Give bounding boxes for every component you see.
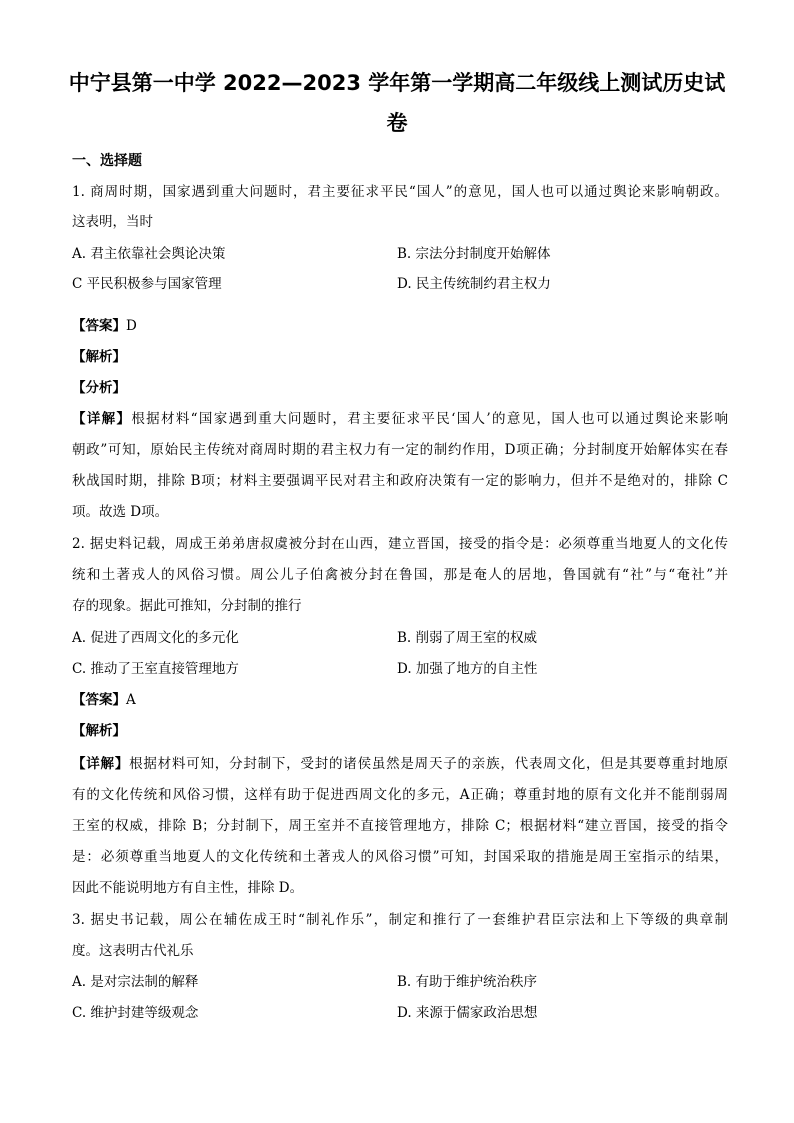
answer-value: D <box>126 318 137 334</box>
q1-stem-line1: 1. 商周时期，国家遇到重大问题时，君主要征求平民“国人”的意见，国人也可以通过舆论来影响朝政。 <box>72 184 728 200</box>
answer-tag: 【答案】 <box>72 692 126 708</box>
q2-stem-line3: 存的现象。据此可推知，分封制的推行 <box>72 598 302 614</box>
q2-detail-line2: 有的文化传统和风俗习惯，这样有助于促进西周文化的多元，A正确；尊重封地的原有文化并不能削弱周 <box>72 787 728 803</box>
q2-option-d: D. 加强了地方的自主性 <box>397 661 538 677</box>
q3-option-c: C. 维护封建等级观念 <box>72 1005 199 1021</box>
q3-stem-line1: 3. 据史书记载，周公在辅佐成王时“制礼作乐”，制定和推行了一套维护君臣宗法和上下等级的典章制 <box>72 912 728 928</box>
q1-detail-line4: 项。故选 D项。 <box>72 504 169 520</box>
detail-text: 根据材料可知，分封制下，受封的诸侯虽然是周天子的亲族，代表周文化，但是其要尊重封地原 <box>129 756 729 772</box>
q3-option-d: D. 来源于儒家政治思想 <box>397 1005 538 1021</box>
q2-detail-line5: 因此不能说明地方有自主性，排除 D。 <box>72 880 304 896</box>
q2-stem-line1: 2. 据史料记载，周成王弟弟唐叔虞被分封在山西，建立晋国，接受的指令是：必须尊重当地夏人的文化传 <box>72 536 728 552</box>
detail-tag: 【详解】 <box>72 411 132 427</box>
exam-title-line2: 卷 <box>386 111 408 135</box>
answer-tag: 【答案】 <box>72 318 126 334</box>
q2-detail-line4: 是：必须尊重当地夏人的文化传统和土著戎人的风俗习惯”可知，封国采取的措施是周王室指示的结果， <box>72 849 728 865</box>
q1-option-a: A. 君主依靠社会舆论决策 <box>72 246 226 262</box>
q3-option-a: A. 是对宗法制的解释 <box>72 974 199 990</box>
detail-tag: 【详解】 <box>72 756 130 772</box>
exam-title-line1: 中宁县第一中学 2022—2023 学年第一学期高二年级线上测试历史试 <box>68 71 726 95</box>
q3-stem-line2: 度。这表明古代礼乐 <box>72 943 194 959</box>
q3-option-b: B. 有助于维护统治秩序 <box>397 974 538 990</box>
q2-stem-line2: 统和土著戎人的风俗习惯。周公儿子伯禽被分封在鲁国，那是奄人的居地，鲁国就有“社”与“奄社”并 <box>72 567 728 583</box>
q1-answer <box>72 317 137 335</box>
q2-answer <box>72 691 136 709</box>
q1-option-c: C 平民积极参与国家管理 <box>72 276 222 292</box>
q2-option-b: B. 削弱了周王室的权威 <box>397 630 538 646</box>
q1-stem-line2: 这表明，当时 <box>72 214 153 230</box>
q1-detail-line2: 朝政”可知，原始民主传统对商周时期的君主权力有一定的制约作用，D项正确；分封制度开始解体实在春 <box>72 442 728 458</box>
q1-jiexi-tag <box>72 348 126 366</box>
q2-detail-line1 <box>72 755 728 773</box>
jiexi-label: 【解析】 <box>72 723 126 739</box>
q2-detail-line3: 王室的权威，排除 B；分封制下，周王室并不直接管理地方，排除 C；根据材料“建立晋国，接受的指令 <box>72 818 728 834</box>
section-heading: 一、选择题 <box>72 153 142 169</box>
q1-option-d: D. 民主传统制约君主权力 <box>397 276 551 292</box>
jiexi-label: 【解析】 <box>72 349 126 365</box>
answer-value: A <box>126 692 136 708</box>
q2-jiexi-tag <box>72 722 126 740</box>
detail-text: 根据材料“国家遇到重大问题时，君主要征求平民‘国人’的意见，国人也可以通过舆论来影响 <box>131 411 729 427</box>
fenxi-label: 【分析】 <box>72 380 126 396</box>
q1-fenxi-tag <box>72 379 126 397</box>
q1-detail-line3: 秋战国时期，排除 B项；材料主要强调平民对君主和政府决策有一定的影响力，但并不是绝对的，排除 C <box>72 473 728 489</box>
q2-option-c: C. 推动了王室直接管理地方 <box>72 661 239 677</box>
q1-detail-line1 <box>72 410 728 428</box>
q2-option-a: A. 促进了西周文化的多元化 <box>72 630 239 646</box>
q1-option-b: B. 宗法分封制度开始解体 <box>397 246 551 262</box>
